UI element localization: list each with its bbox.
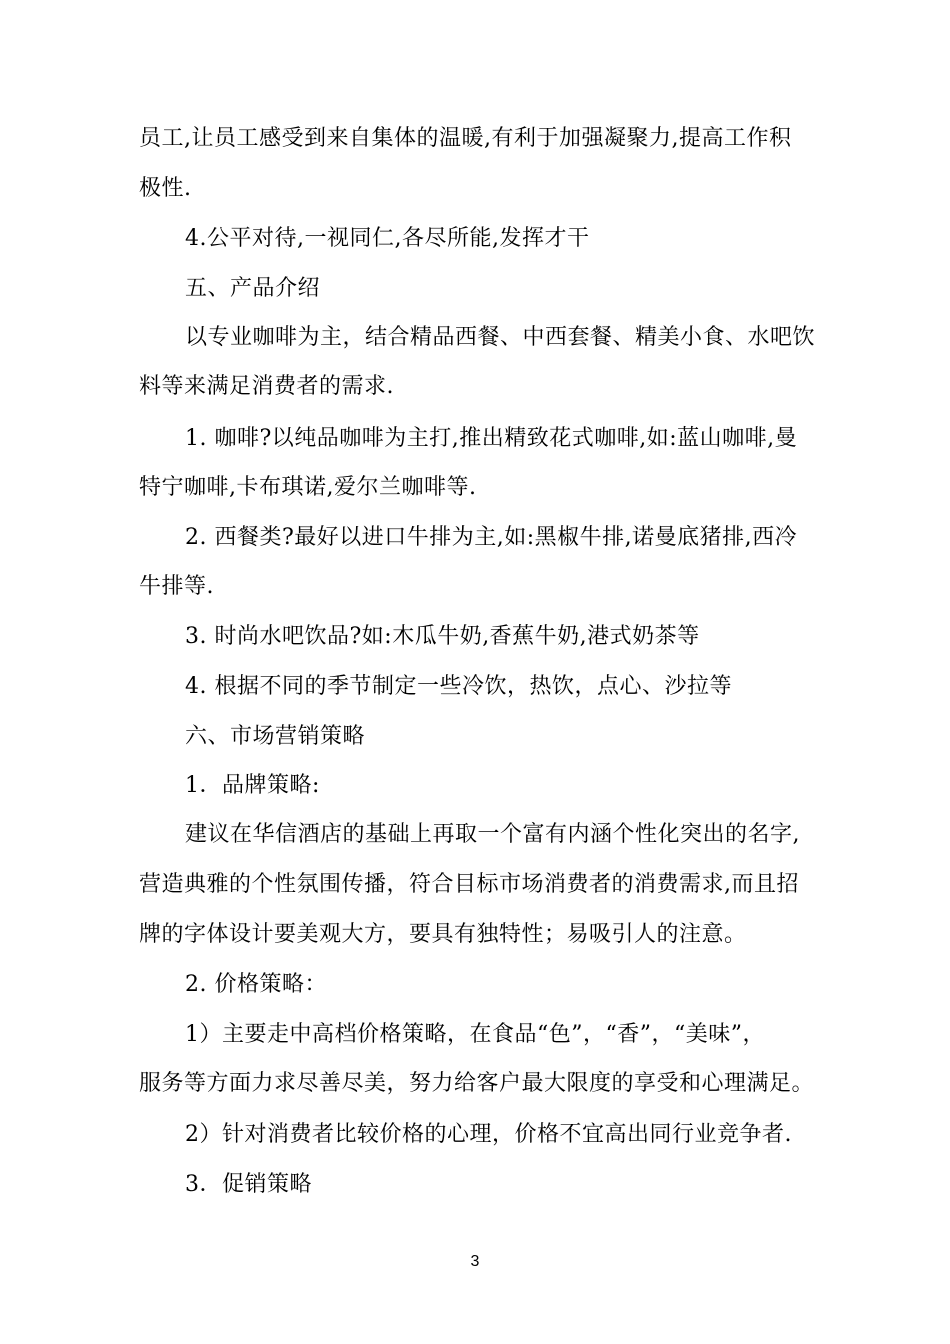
list-item: 4.公平对待,一视同仁,各尽所能,发挥才干 [185, 226, 590, 251]
text-line: 牛排等. [139, 574, 214, 599]
section-heading: 五、产品介绍 [185, 276, 321, 301]
list-item: 3. 时尚水吧饮品?如:木瓜牛奶,香蕉牛奶,港式奶茶等 [185, 624, 700, 649]
text-line: 以专业咖啡为主，结合精品西餐、中西套餐、精美小食、水吧饮 [185, 325, 816, 350]
subheading: 1．品牌策略: [185, 773, 320, 798]
text-line: 营造典雅的个性氛围传播，符合目标市场消费者的消费需求,而且招 [139, 872, 799, 897]
text-line: 牌的字体设计要美观大方，要具有独特性；易吸引人的注意。 [139, 922, 747, 947]
text-line: 建议在华信酒店的基础上再取一个富有内涵个性化突出的名字, [185, 822, 800, 847]
text-line: 极性. [139, 176, 192, 201]
list-item: 4. 根据不同的季节制定一些冷饮，热饮，点心、沙拉等 [185, 674, 732, 699]
list-item: 1. 咖啡?以纯品咖啡为主打,推出精致花式咖啡,如:蓝山咖啡,曼 [185, 426, 798, 451]
page-number: 3 [470, 1253, 480, 1270]
subheading: 3．促销策略 [185, 1172, 312, 1197]
section-heading: 六、市场营销策略 [185, 724, 366, 749]
text-line: 料等来满足消费者的需求. [139, 374, 394, 399]
list-item: 2. 西餐类?最好以进口牛排为主,如:黑椒牛排,诺曼底猪排,西冷 [185, 525, 798, 550]
text-line: 2）针对消费者比较价格的心理，价格不宜高出同行业竞争者. [185, 1122, 792, 1147]
text-line: 员工,让员工感受到来自集体的温暖,有利于加强凝聚力,提高工作积 [139, 126, 792, 151]
subheading: 2. 价格策略： [185, 972, 327, 997]
text-line: 服务等方面力求尽善尽美，努力给客户最大限度的享受和心理满足。 [139, 1071, 815, 1096]
text-line: 1）主要走中高档价格策略，在食品“色”，“香”，“美味”， [185, 1022, 765, 1047]
text-line: 特宁咖啡,卡布琪诺,爱尔兰咖啡等. [139, 475, 477, 500]
